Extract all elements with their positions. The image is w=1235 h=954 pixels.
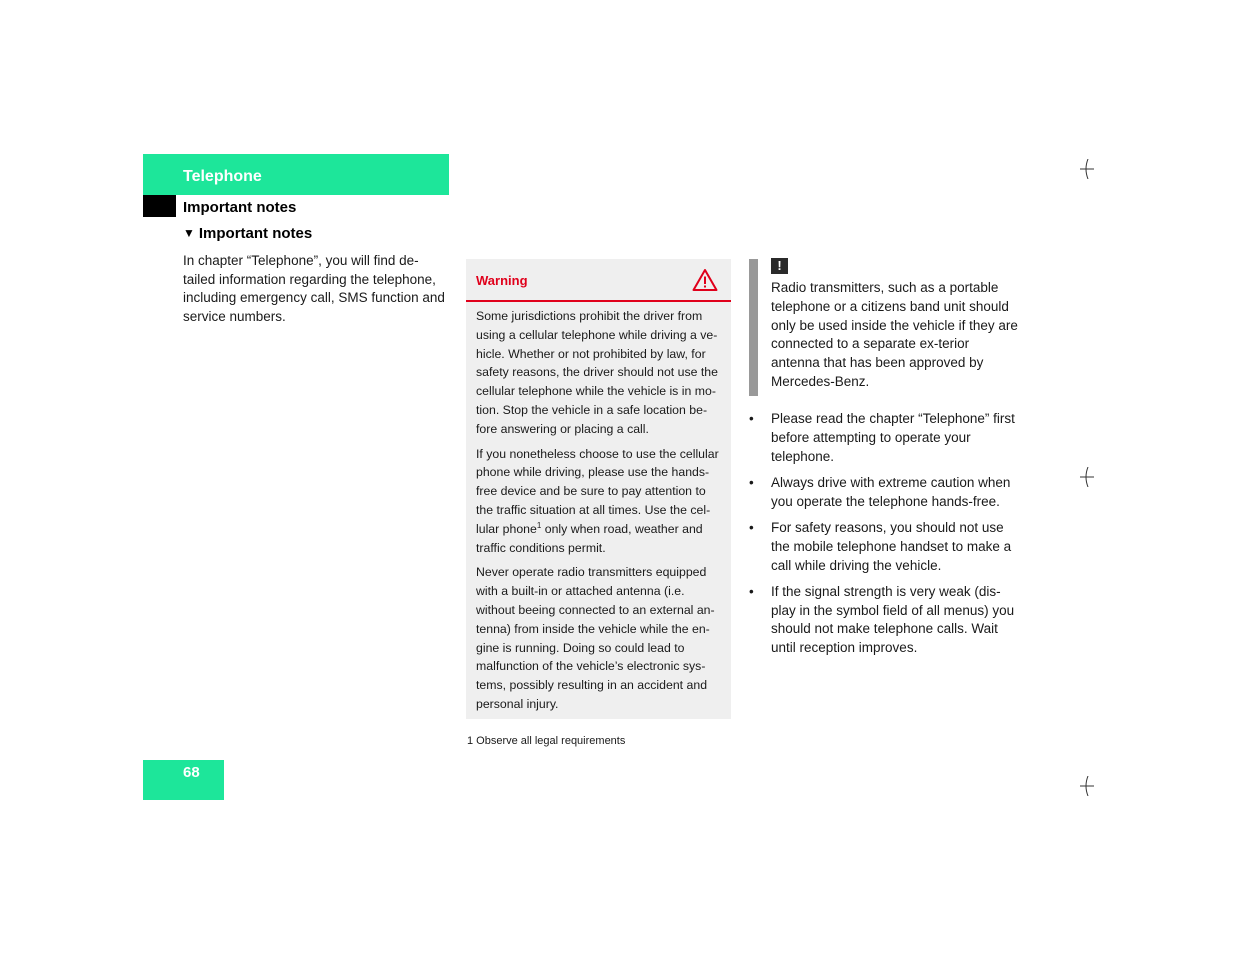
warning-paragraph: Never operate radio transmitters equipped with a built-in or attached antenna (i.e. without beeing connected to an external an-tenna) from inside the vehicle while the en-gine is running. Doing so could lead to malfunction of the vehicle’s electronic sys-tems, possibly resulting in an accident and personal injury. xyxy=(476,565,715,711)
bullet-icon: • xyxy=(749,583,754,599)
warning-box xyxy=(466,259,731,719)
section-heading xyxy=(183,225,312,242)
warning-paragraph xyxy=(476,445,724,558)
crop-mark-icon xyxy=(1080,776,1094,796)
bullet-icon: • xyxy=(749,411,754,426)
note-side-bar xyxy=(749,259,758,396)
warning-text: only when road, weather and traffic conditions permit. xyxy=(476,521,703,555)
list-item-text: For safety reasons, you should not use the mobile telephone handset to make a call while driving the vehicle. xyxy=(771,519,1012,573)
footnote-reference: 1 xyxy=(536,520,542,530)
list-item xyxy=(749,519,1019,575)
list-item-text: Please read the chapter “Telephone” first before attempting to operate your telephone. xyxy=(771,411,1015,464)
warning-paragraph: Some jurisdictions prohibit the driver from using a cellular telephone while driving a ve-hicle. Whether or not prohibited by law, for safety reasons, the driver should not use the cellular telephone while the vehicle is in mo-tion. Stop the vehicle in a safe location be-fore answering or placing a call. xyxy=(476,309,718,436)
warning-header xyxy=(466,259,731,302)
note-text: Radio transmitters, such as a portable telephone or a citizens band unit should only be used inside the vehicle if they are connected to a separate ex-terior antenna that has been approved by Mercedes-Benz. xyxy=(771,280,1018,389)
section-tab-marker xyxy=(143,195,176,217)
list-item xyxy=(749,410,1019,466)
page-number: 68 xyxy=(183,764,200,781)
warning-body xyxy=(476,307,724,720)
crop-mark-icon xyxy=(1080,159,1094,179)
warning-text: If you nonetheless choose to use the cellular phone while driving, please use the hands-free device and be sure to pay attention to the traffic situation at all times. Use the cel-lular phone xyxy=(476,446,719,536)
list-item-text: If the signal strength is very weak (dis-play in the symbol field of all menus) you should not make telephone calls. Wait until reception improves. xyxy=(771,583,1015,656)
crop-mark-icon xyxy=(1080,467,1094,487)
bullet-icon: • xyxy=(749,519,754,535)
bullet-list xyxy=(749,410,1019,666)
warning-triangle-icon xyxy=(692,268,718,292)
intro-paragraph: In chapter “Telephone”, you will find de-tailed information regarding the telephone, including emergency call, SMS function and service numbers. xyxy=(183,253,445,324)
list-item xyxy=(749,583,1019,658)
warning-label: Warning xyxy=(476,273,528,288)
footnote: 1 Observe all legal requirements xyxy=(467,735,626,747)
section-heading-text: Important notes xyxy=(198,225,313,242)
triangle-marker-icon: ▼ xyxy=(183,226,195,240)
section-subtitle: Important notes xyxy=(183,199,297,216)
list-item xyxy=(749,474,1019,512)
list-item-text: Always drive with extreme caution when you operate the telephone hands-free. xyxy=(771,474,1011,509)
chapter-title: Telephone xyxy=(183,168,262,185)
exclamation-icon: ! xyxy=(771,258,788,274)
bullet-icon: • xyxy=(749,474,754,490)
